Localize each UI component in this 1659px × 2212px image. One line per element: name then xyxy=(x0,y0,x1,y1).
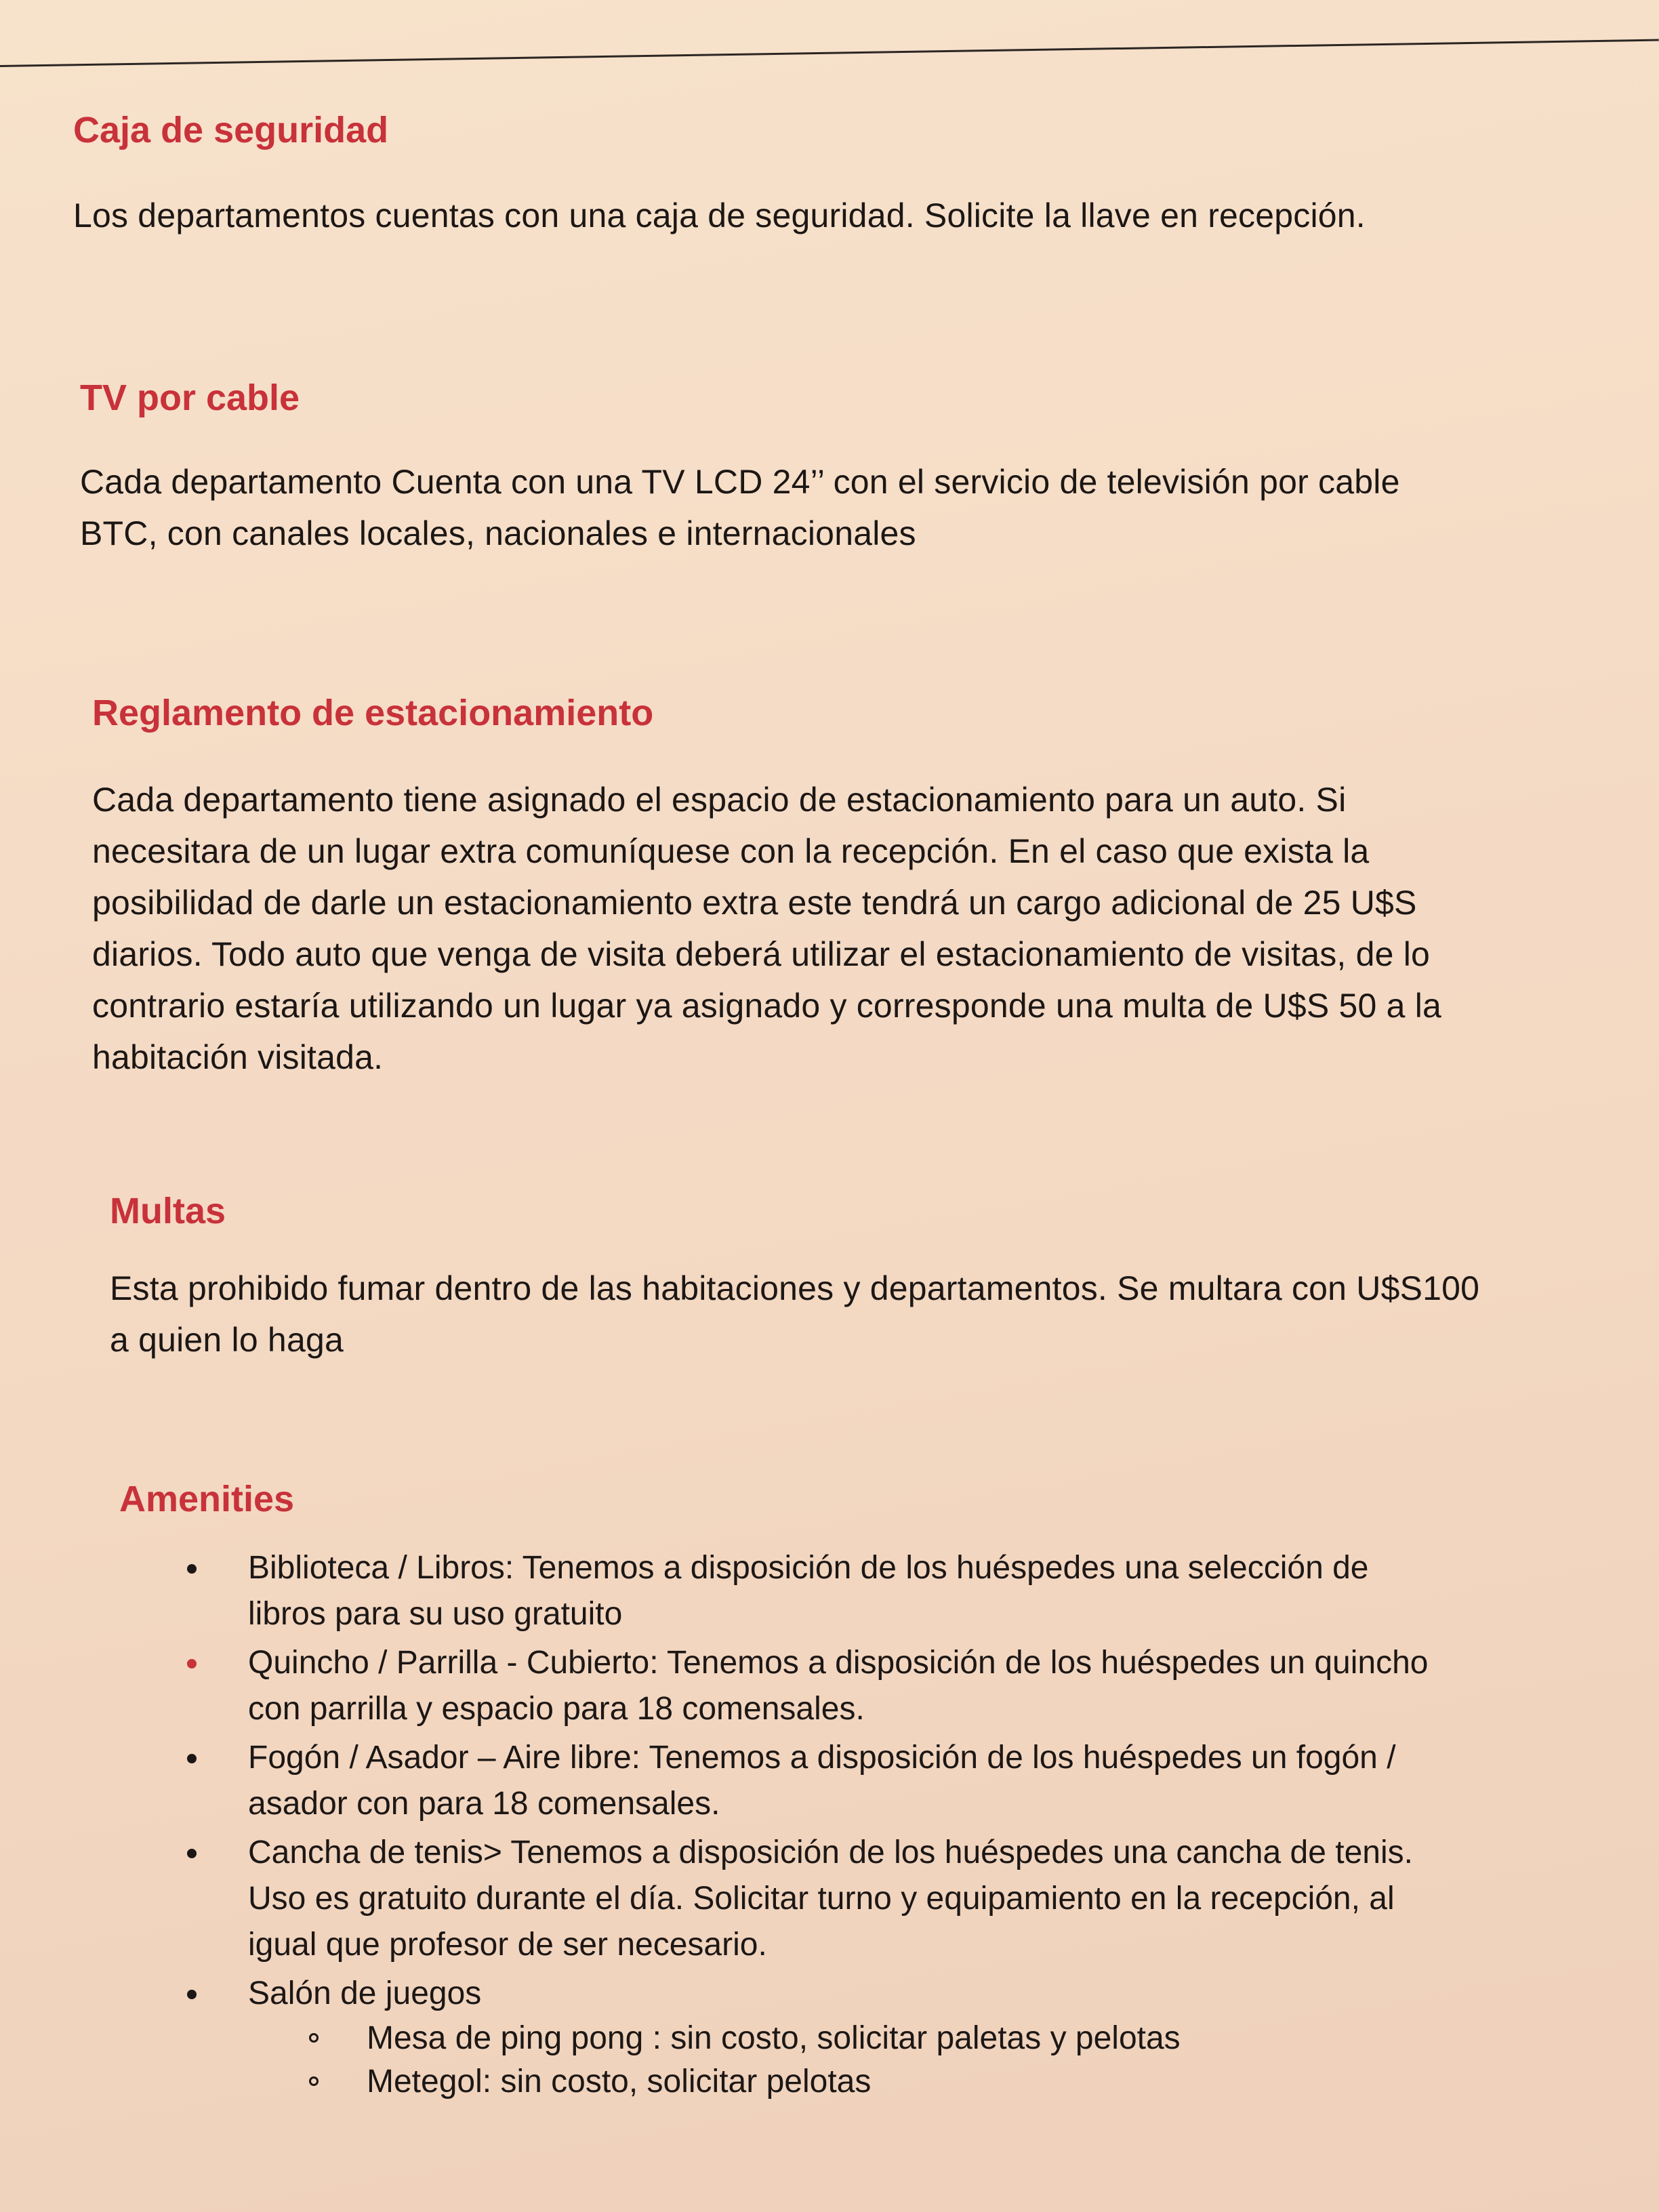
list-item-line: Quincho / Parrilla - Cubierto: Tenemos a disposición de los huéspedes un quincho xyxy=(248,1645,1429,1681)
hollow-bullet-icon xyxy=(309,2033,319,2043)
section-heading: Multas xyxy=(110,1191,226,1231)
section-paragraph: Los departamentos cuentas con una caja de seguridad. Solicite la llave en recepción. xyxy=(73,197,1366,234)
sub-list-item xyxy=(248,2060,1624,2104)
section-paragraph-line: Cada departamento Cuenta con una TV LCD 24’’ con el servicio de televisión por cable xyxy=(80,463,1400,501)
section-paragraph-line: contrario estaría utilizando un lugar ya asignado y corresponde una multa de U$S 50 a la xyxy=(92,987,1442,1025)
list-item-line: Cancha de tenis> Tenemos a disposición de los huéspedes una cancha de tenis. xyxy=(248,1835,1413,1870)
sub-list xyxy=(248,2017,1624,2104)
list-item-line: Fogón / Asador – Aire libre: Tenemos a disposición de los huéspedes un fogón / xyxy=(248,1740,1396,1776)
bullet-icon xyxy=(187,1564,197,1574)
section-heading: Reglamento de estacionamiento xyxy=(92,693,654,733)
section-heading: TV por cable xyxy=(80,377,300,418)
section-reglamento-estacionamiento xyxy=(92,691,1617,1083)
section-paragraph-line: diarios. Todo auto que venga de visita deberá utilizar el estacionamiento de visitas, de lo xyxy=(92,935,1431,973)
top-divider xyxy=(0,39,1659,67)
list-item xyxy=(187,1640,1624,1732)
section-paragraph-line: habitación visitada. xyxy=(92,1038,384,1076)
section-multas xyxy=(110,1189,1635,1366)
amenities-list xyxy=(187,1545,1624,2104)
bullet-icon xyxy=(187,1990,197,1999)
sub-list-item xyxy=(248,2017,1624,2060)
section-paragraph-line: necesitara de un lugar extra comuníquese con la recepción. En el caso que exista la xyxy=(92,832,1370,870)
section-paragraph-line: BTC, con canales locales, nacionales e internacionales xyxy=(80,514,916,552)
list-item-line: Biblioteca / Libros: Tenemos a disposición de los huéspedes una selección de xyxy=(248,1550,1369,1586)
section-paragraph-line: a quien lo haga xyxy=(110,1321,344,1359)
section-tv-por-cable xyxy=(80,376,1605,559)
list-item xyxy=(187,1971,1624,2104)
hollow-bullet-icon xyxy=(309,2076,319,2086)
section-paragraph-line: posibilidad de darle un estacionamiento extra este tendrá un cargo adicional de 25 U$S xyxy=(92,884,1417,922)
sub-list-item-text: Mesa de ping pong : sin costo, solicitar paletas y pelotas xyxy=(367,2020,1181,2056)
section-heading: Caja de seguridad xyxy=(73,110,389,150)
list-item-line: libros para su uso gratuito xyxy=(248,1596,623,1632)
list-item-line: Uso es gratuito durante el día. Solicitar turno y equipamiento en la recepción, al xyxy=(248,1881,1395,1917)
sub-list-item-text: Metegol: sin costo, solicitar pelotas xyxy=(367,2064,872,2100)
list-item-line: igual que profesor de ser necesario. xyxy=(248,1927,767,1963)
list-item-line: con parrilla y espacio para 18 comensales. xyxy=(248,1691,865,1727)
section-paragraph-line: Esta prohibido fumar dentro de las habitaciones y departamentos. Se multara con U$S100 xyxy=(110,1269,1480,1307)
list-item xyxy=(187,1545,1624,1637)
list-item xyxy=(187,1735,1624,1827)
bullet-icon xyxy=(187,1659,197,1668)
section-heading: Amenities xyxy=(119,1479,295,1519)
section-caja-de-seguridad xyxy=(73,108,1598,241)
section-amenities xyxy=(119,1477,1624,2106)
list-item-line: Salón de juegos xyxy=(248,1975,482,2011)
bullet-icon xyxy=(187,1754,197,1763)
list-item-line: asador con para 18 comensales. xyxy=(248,1786,720,1822)
bullet-icon xyxy=(187,1849,197,1858)
list-item xyxy=(187,1830,1624,1968)
section-paragraph-line: Cada departamento tiene asignado el espacio de estacionamiento para un auto. Si xyxy=(92,781,1347,819)
